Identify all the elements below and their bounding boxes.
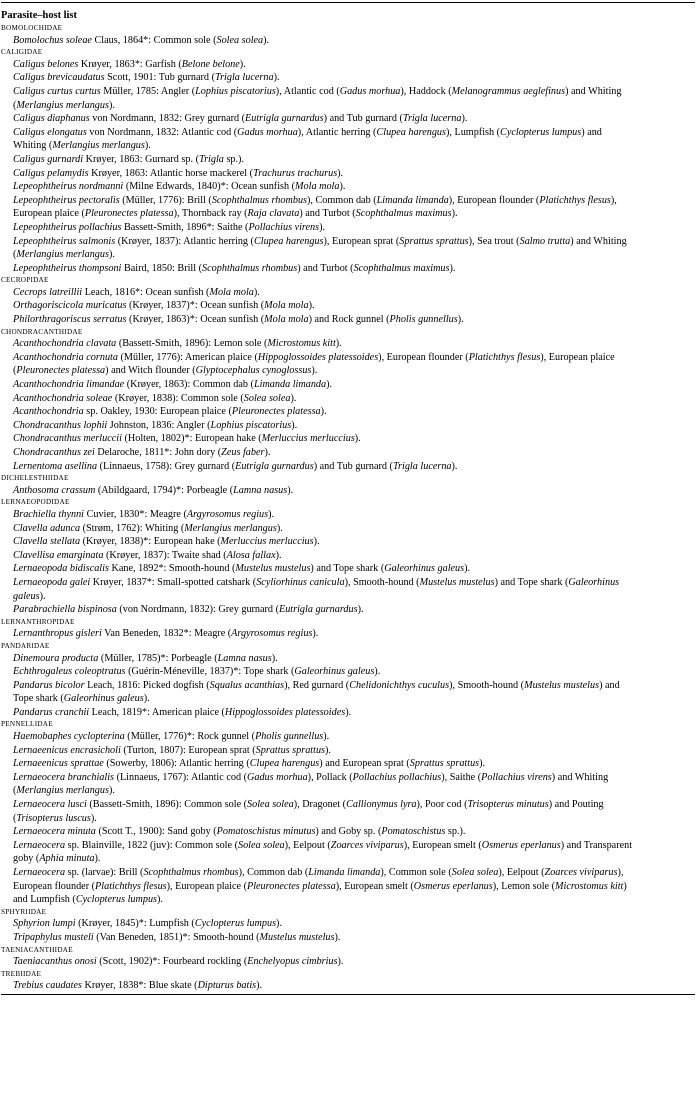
parasite-entry [0, 757, 696, 771]
parasite-entry [0, 484, 696, 498]
entry-line: Pandarus bicolor Leach, 1816: Picked dogfish (Squalus acanthias), Red gurnard (Chelidonichthys cuculus), Smooth-hound (Mustelus mustelus) and [13, 679, 620, 691]
entry-line: Clavella stellata (Krøyer, 1838)*: European hake (Merluccius merluccius). [13, 536, 320, 548]
parasite-entry [0, 286, 696, 300]
entry-line: and Lumpfish (Cyclopterus lumpus). [13, 894, 163, 906]
parasite-entry [0, 706, 696, 720]
entry-line: Haemobaphes cyclopterina (Müller, 1776)*: Rock gunnel (Pholis gunnellus). [13, 731, 330, 743]
entry-line: Lepeophtheirus nordmanni (Milne Edwards, 1840)*: Ocean sunfish (Mola mola). [13, 181, 346, 193]
entry-line: Acanthochondria cornuta (Müller, 1776): American plaice (Hippoglossoides platessoides), European flounder (Platichthys flesus), European plaice [13, 351, 615, 363]
entry-line: Anthosoma crassum (Abildgaard, 1794)*: Porbeagle (Lamna nasus). [13, 484, 294, 496]
parasite-entry [0, 221, 696, 235]
parasite-entry [0, 262, 696, 276]
entry-line: Lernaeocera sp. Blainville, 1822 (juv): Common sole (Solea solea), Eelpout (Zoarces viviparus), European smelt (Osmerus eperlanus) and Transparent [13, 839, 633, 851]
entry-line: Lernaeenicus encrasicholi (Turton, 1807): European sprat (Sprattus sprattus). [13, 744, 331, 756]
entry-line: Caligus brevicaudatus Scott, 1901: Tub gurnard (Trigla lucerna). [13, 72, 280, 84]
entry-line: goby (Aphia minuta). [13, 853, 101, 865]
entry-line: Caligus curtus curtus Müller, 1785: Angler (Lophius piscatorius), Atlantic cod (Gadus morhua), Haddock (Melanogrammus aeglefinus) and Whiting [13, 85, 622, 97]
entry-line: Caligus elongatus von Nordmann, 1832: Atlantic cod (Gadus morhua), Atlantic herring (Clupea harengus), Lumpfish (Cyclopterus lumpus) and [13, 126, 602, 138]
entry-line: Sphyrion lumpi (Krøyer, 1845)*: Lumpfish (Cyclopterus lumpus). [13, 918, 282, 930]
family-heading: CECROPIDAE [1, 276, 49, 285]
parasite-entry [0, 562, 696, 576]
family-heading: LERNANTHROPIDAE [1, 617, 75, 626]
entry-line: European plaice (Pleuronectes platessa), Thornback ray (Raja clavata) and Turbot (Scophthalmus maximus). [13, 208, 458, 220]
parasite-entry [0, 112, 696, 126]
parasite-entry [0, 58, 696, 72]
entry-line: Dinemoura producta (Müller, 1785)*: Porbeagle (Lamna nasus). [13, 652, 278, 664]
parasite-entry [0, 917, 696, 931]
parasite-entry [0, 522, 696, 536]
entry-line: (Trisopterus luscus). [13, 812, 97, 824]
family-heading: TAENIACANTHIDAE [1, 945, 73, 954]
entry-line: Acanthochondria limandae (Krøyer, 1863): Common dab (Limanda limanda). [13, 379, 333, 391]
entry-line: Caligus diaphanus von Nordmann, 1832: Grey gurnard (Eutrigla gurnardus) and Tub gurnard (Trigla lucerna). [13, 113, 468, 125]
parasite-entry [0, 576, 696, 603]
entry-line: Whiting (Merlangius merlangus). [13, 140, 151, 152]
entry-line: European flounder (Platichthys flesus), European plaice (Pleuronectes platessa), European smelt (Osmerus eperlanus), Lemon sole (Microstomus kitt) [13, 880, 627, 892]
parasite-entry [0, 419, 696, 433]
entry-line: Echthrogaleus coleoptratus (Guérin-Méneville, 1837)*: Tope shark (Galeorhinus galeus). [13, 666, 381, 678]
entry-line: Acanthochondria sp. Oakley, 1930: European plaice (Pleuronectes platessa). [13, 406, 327, 418]
parasite-entry [0, 313, 696, 327]
entry-line: Philorthragoriscus serratus (Krøyer, 1863)*: Ocean sunfish (Mola mola) and Rock gunnel (Pholis gunnellus). [13, 314, 464, 326]
entry-line: Taeniacanthus onosi (Scott, 1902)*: Fourbeard rockling (Enchelyopus cimbrius). [13, 956, 344, 968]
entry-line: Lernaeopoda bidiscalis Kane, 1892*: Smooth-hound (Mustelus mustelus) and Tope shark (Galeorhinus galeus). [13, 563, 471, 575]
family-heading: SPHYRIIDAE [1, 907, 47, 916]
parasite-entry [0, 153, 696, 167]
entry-line: Lernaeocera sp. (larvae): Brill (Scophthalmus rhombus), Common dab (Limanda limanda), Common sole (Solea solea), Eelpout (Zoarces viviparus), [13, 867, 624, 878]
parasite-entry [0, 549, 696, 563]
parasite-entry [0, 446, 696, 460]
parasite-entry [0, 34, 696, 48]
parasite-entry [0, 955, 696, 969]
entry-line: Cecrops latreillii Leach, 1816*: Ocean sunfish (Mola mola). [13, 286, 260, 298]
entry-line: Caligus pelamydis Krøyer, 1863: Atlantic horse mackerel (Trachurus trachurus). [13, 167, 344, 179]
parasite-entry [0, 392, 696, 406]
entry-line: Lernaeopoda galei Krøyer, 1837*: Small-spotted catshark (Scyliorhinus canicula), Smooth-hound (Mustelus mustelus) and Tope shark (Galeorhinus [13, 576, 620, 588]
entry-line: (Merlangius merlangus). [13, 249, 115, 261]
parasite-entry [0, 535, 696, 549]
entry-line: Bomolochus soleae Claus, 1864*: Common sole (Solea solea). [13, 34, 270, 46]
entry-line: (Merlangius merlangus). [13, 99, 115, 111]
entry-line: Clavellisa emarginata (Krøyer, 1837): Twaite shad (Alosa fallax). [13, 549, 282, 561]
entry-line: Pandarus cranchii Leach, 1819*: American plaice (Hippoglossoides platessoides). [13, 706, 352, 718]
entry-line: (Merlangius merlangus). [13, 785, 115, 797]
entry-line: Lernanthropus gisleri Van Beneden, 1832*: Meagre (Argyrosomus regius). [13, 628, 319, 640]
parasite-entry [0, 798, 696, 825]
entry-line: Chondracanthus merluccii (Holten, 1802)*: European hake (Merluccius merluccius). [13, 433, 361, 445]
family-heading: CALIGIDAE [1, 48, 43, 57]
entry-line: Lernaeenicus sprattae (Sowerby, 1806): Atlantic herring (Clupea harengus) and European sprat (Sprattus sprattus). [13, 758, 486, 770]
parasite-entry [0, 679, 696, 706]
parasite-entry [0, 771, 696, 798]
parasite-entry [0, 378, 696, 392]
parasite-entry [0, 337, 696, 351]
entry-line: Acanthochondria clavata (Bassett-Smith, 1896): Lemon sole (Microstomus kitt). [13, 338, 342, 350]
entry-line: Lernaeocera minuta (Scott T., 1900): Sand goby (Pomatoschistus minutus) and Goby sp. (Pomatoschistus sp.). [13, 826, 466, 838]
table-title: Parasite–host list [1, 10, 77, 21]
entry-line: Chondracanthus zei Delaroche, 1811*: John dory (Zeus faber). [13, 447, 271, 458]
entry-line: Caligus gurnardi Krøyer, 1863: Gurnard sp. (Trigla sp.). [13, 153, 244, 165]
entry-line: Lernentoma asellina (Linnaeus, 1758): Grey gurnard (Eutrigla gurnardus) and Tub gurnard (Trigla lucerna). [13, 460, 458, 472]
family-heading: LERNAEOPODIDAE [1, 498, 70, 507]
parasite-entry [0, 71, 696, 85]
family-heading: TREBIIDAE [1, 969, 42, 978]
entry-line: galeus). [13, 590, 46, 602]
parasite-entry [0, 744, 696, 758]
parasite-entry [0, 299, 696, 313]
parasite-entry [0, 126, 696, 153]
parasite-entry [0, 730, 696, 744]
parasite-entry [0, 194, 696, 221]
entry-line: Lepeophtheirus salmonis (Krøyer, 1837): Atlantic herring (Clupea harengus), European sprat (Sprattus sprattus), Sea trout (Salmo trutta) and Whiting [13, 235, 627, 247]
entry-line: Tripaphylus musteli (Van Beneden, 1851)*: Smooth-hound (Mustelus mustelus). [13, 931, 341, 943]
parasite-host-list [0, 23, 696, 993]
parasite-entry [0, 460, 696, 474]
entry-line: Lernaeocera branchialis (Linnaeus, 1767): Atlantic cod (Gadus morhua), Pollack (Pollachius pollachius), Saithe (Pollachius virens) and Whiting [13, 771, 609, 783]
family-heading: PENNELLIDAE [1, 720, 53, 729]
parasite-entry [0, 405, 696, 419]
entry-line: Acanthochondria soleae (Krøyer, 1838): Common sole (Solea solea). [13, 392, 297, 404]
entry-line: Chondracanthus lophii Johnston, 1836: Angler (Lophius piscatorius). [13, 419, 298, 431]
entry-line: Orthagoriscicola muricatus (Krøyer, 1837)*: Ocean sunfish (Mola mola). [13, 300, 315, 312]
parasite-entry [0, 235, 696, 262]
parasite-entry [0, 665, 696, 679]
entry-line: Tope shark (Galeorhinus galeus). [13, 693, 150, 705]
entry-line: Lepeophtheirus pollachius Bassett-Smith, 1896*: Saithe (Pollachius virens). [13, 221, 326, 233]
parasite-entry [0, 351, 696, 378]
entry-line: Lepeophtheirus pectoralis (Müller, 1776): Brill (Scophthalmus rhombus), Common dab (Limanda limanda), European flounder (Platichthys flesus), [13, 194, 617, 206]
parasite-entry [0, 85, 696, 112]
entry-line: Clavella adunca (Strøm, 1762): Whiting (Merlangius merlangus). [13, 522, 283, 534]
entry-line: Caligus belones Krøyer, 1863*: Garfish (Belone belone). [13, 58, 246, 70]
parasite-entry [0, 866, 696, 907]
entry-line: Lernaeocera lusci (Bassett-Smith, 1896): Common sole (Solea solea), Dragonet (Callionymus lyra), Poor cod (Trisopterus minutus) and Pouting [13, 799, 604, 811]
family-heading: BOMOLOCHIDAE [1, 24, 63, 32]
parasite-entry [0, 979, 696, 993]
entry-line: (Pleuronectes platessa) and Witch flounder (Glyptocephalus cynoglossus). [13, 365, 318, 377]
bottom-rule [1, 994, 695, 995]
parasite-entry [0, 931, 696, 945]
entry-line: Lepeophtheirus thompsoni Baird, 1850: Brill (Scophthalmus rhombus) and Turbot (Scophthalmus maximus). [13, 262, 456, 274]
family-heading: CHONDRACANTHIDAE [1, 327, 83, 336]
parasite-entry [0, 432, 696, 446]
parasite-entry [0, 603, 696, 617]
parasite-entry [0, 167, 696, 181]
parasite-entry [0, 652, 696, 666]
family-heading: DICHELESTHIIDAE [1, 474, 69, 483]
family-heading: PANDARIDAE [1, 641, 50, 650]
entry-line: Parabrachiella bispinosa (von Nordmann, 1832): Grey gurnard (Eutrigla gurnardus). [13, 604, 364, 616]
parasite-entry [0, 180, 696, 194]
parasite-entry [0, 839, 696, 866]
parasite-entry [0, 508, 696, 522]
entry-line: Trebius caudates Krøyer, 1838*: Blue skate (Dipturus batis). [13, 980, 263, 992]
parasite-entry [0, 627, 696, 641]
parasite-entry [0, 825, 696, 839]
entry-line: Brachiella thynni Cuvier, 1830*: Meagre (Argyrosomus regius). [13, 508, 275, 520]
